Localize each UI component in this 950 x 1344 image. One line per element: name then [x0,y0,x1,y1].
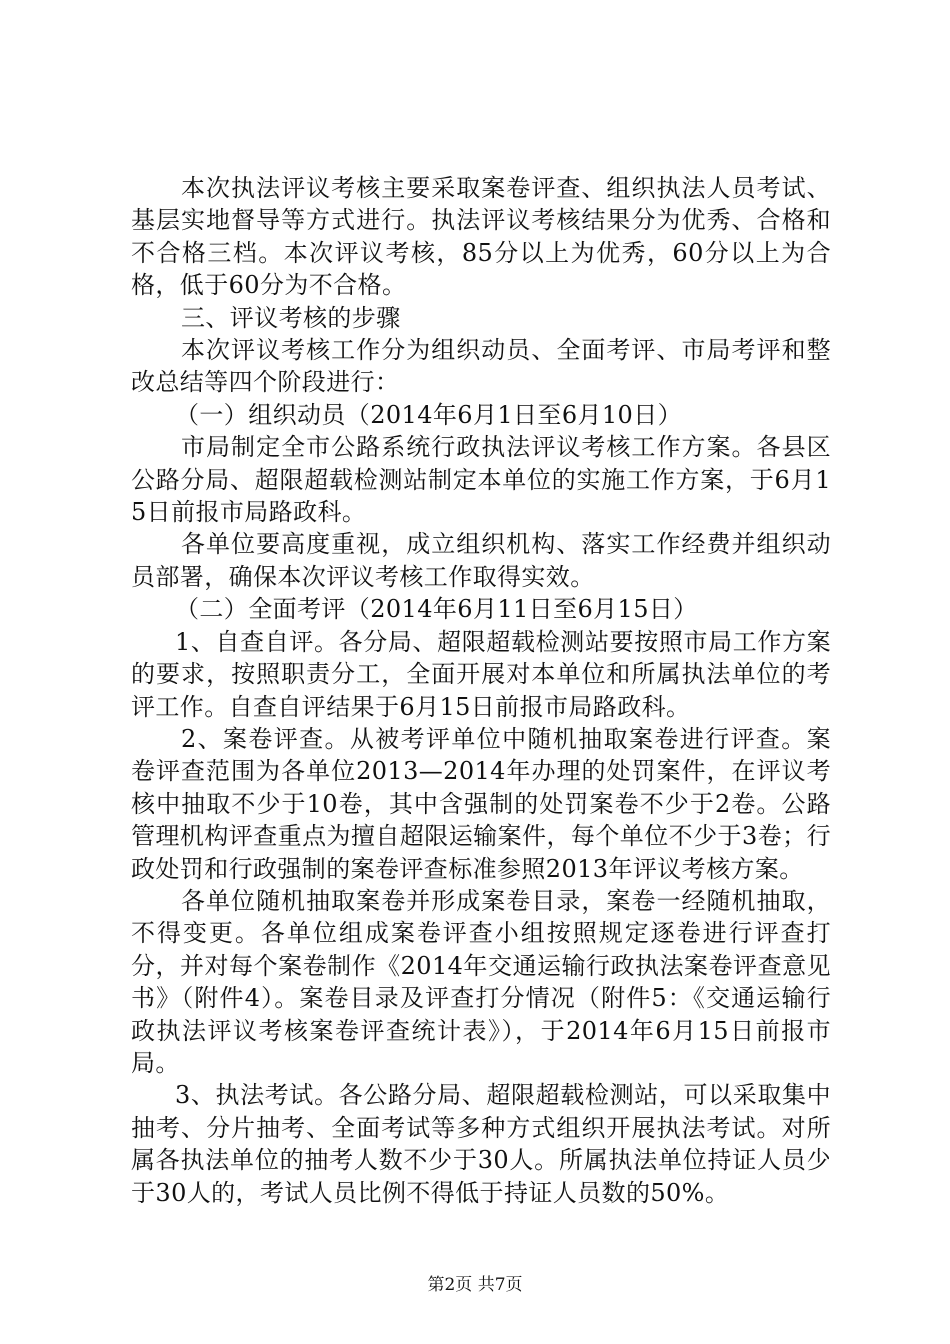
paragraph-enforcement-exam: 3、执法考试。各公路分局、超限超载检测站，可以采取集中抽考、分片抽考、全面考试等多种方式组织开展执法考试。对所属各执法单位的抽考人数不少于30人。所属执法单位持证人员少于30人的，考试人员比例不得低于持证人员数的50%。 [131,1081,831,1207]
paragraph-units-attention: 各单位要高度重视，成立组织机构、落实工作经费并组织动员部署，确保本次评议考核工作取得实效。 [131,530,831,591]
section-heading-steps: 三、评议考核的步骤 [181,303,401,332]
paragraph-self-evaluation: 1、自查自评。各分局、超限超载检测站要按照市局工作方案的要求，按照职责分工，全面开展对本单位和所属执法单位的考评工作。自查自评结果于6月15日前报市局路政科。 [131,627,831,721]
paragraph-case-file-review: 2、案卷评查。从被考评单位中随机抽取案卷进行评查。案卷评查范围为各单位2013—2014年办理的处罚案件，在评议考核中抽取不少于10卷，其中含强制的处罚案卷不少于2卷。公路管理机构评查重点为擅自超限运输案件，每个单位不少于3卷；行政处罚和行政强制的案卷评查标准参照2013年评议考核方案。 [131,724,831,883]
paragraph-four-stages: 本次评议考核工作分为组织动员、全面考评、市局考评和整改总结等四个阶段进行： [131,336,831,397]
paragraph-case-file-catalog: 各单位随机抽取案卷并形成案卷目录，案卷一经随机抽取，不得变更。各单位组成案卷评查小组按照规定逐卷进行评查打分，并对每个案卷制作《2014年交通运输行政执法案卷评查意见书》（附件4）。案卷目录及评查打分情况（附件5：《交通运输行政执法评议考核案卷评查统计表》），于2014年6月15日前报市局。 [131,886,831,1077]
page-number-footer: 第2页 共7页 [427,1275,523,1295]
document-body [131,172,831,1209]
subheading-mobilization: （一）组织动员（2014年6月1日至6月10日） [175,400,683,429]
paragraph-city-bureau-plan: 市局制定全市公路系统行政执法评议考核工作方案。各县区公路分局、超限超载检测站制定本单位的实施工作方案，于6月15日前报市局路政科。 [131,433,831,527]
subheading-full-evaluation: （二）全面考评（2014年6月11日至6月15日） [175,595,698,624]
paragraph-assessment-methods: 本次执法评议考核主要采取案卷评查、组织执法人员考试、基层实地督导等方式进行。执法评议考核结果分为优秀、合格和不合格三档。本次评议考核，85分以上为优秀，60分以上为合格，低于60分为不合格。 [131,174,831,300]
